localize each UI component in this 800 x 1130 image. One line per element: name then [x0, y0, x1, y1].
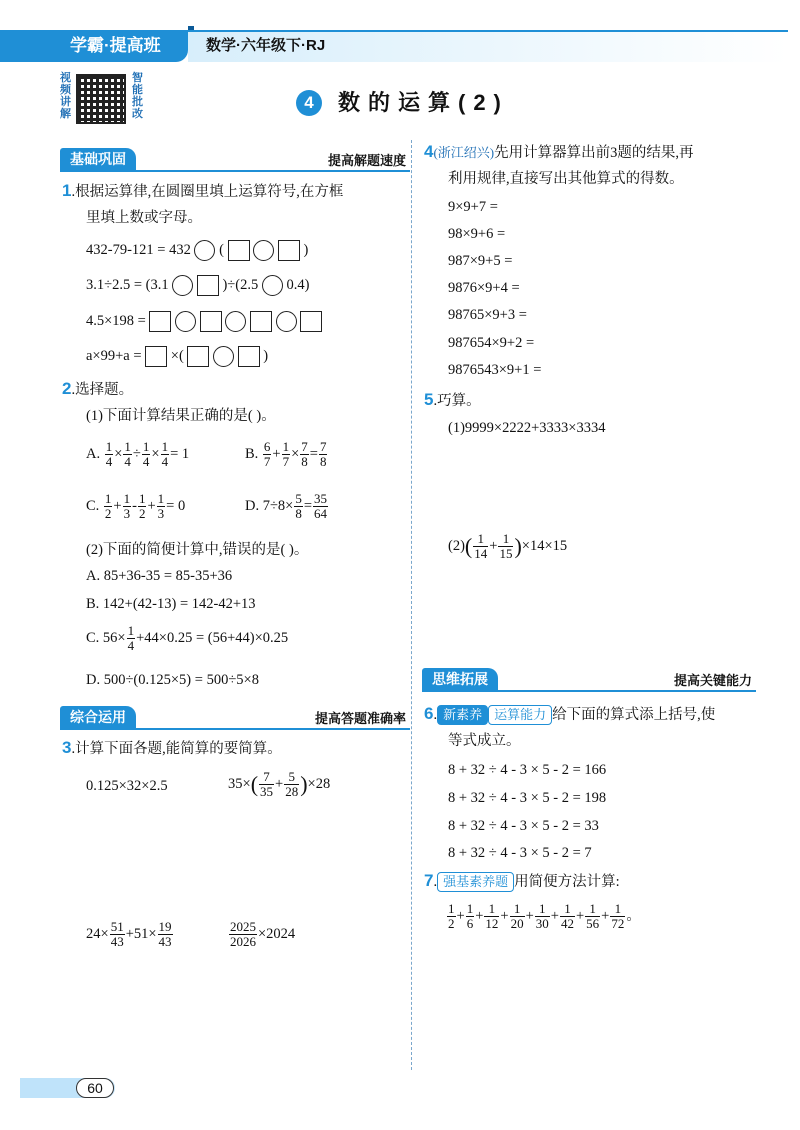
option-label: A. [86, 445, 101, 462]
fraction: $\frac{1}{3}$ [157, 491, 165, 521]
page-number: 60 [76, 1078, 114, 1098]
q1-line2: 里填上数或字母。 [86, 210, 202, 226]
q3-expr3: 24× $\frac{51}{43}$ +51× $\frac{19}{43}$ [86, 919, 172, 949]
q5-number: 5 [424, 390, 434, 409]
answer-circle[interactable] [225, 311, 246, 332]
page-title: 数的运算(2) [338, 90, 509, 115]
fraction: $\frac{1}{15}$ [499, 531, 513, 561]
answer-box[interactable] [238, 346, 260, 367]
section-thinking-goal: 提高关键能力 [673, 673, 752, 688]
q3-expr1: 0.125×32×2.5 [86, 778, 168, 794]
answer-box[interactable] [250, 311, 272, 332]
q6-text1: 给下面的算式添上括号,使 [552, 707, 716, 723]
q5-sub2: (2)( $\frac{1}{14}$ + $\frac{1}{15}$ )×14×15 [448, 531, 568, 561]
option-label: C. [86, 497, 100, 514]
q1-expr2-mid: )÷(2.5 [222, 277, 259, 293]
q4-eq: 98765×9+3 = [448, 307, 527, 323]
answer-box[interactable] [197, 275, 219, 296]
subject-text: 数学·六年级下·RJ [206, 37, 326, 54]
answer-box[interactable] [149, 311, 171, 332]
section-basic [60, 148, 410, 172]
fraction: $\frac{1}{56}$ [586, 901, 600, 931]
fraction: $\frac{1}{4}$ [124, 439, 131, 469]
q2-option-a[interactable]: A. $\frac{1}{4}$ × $\frac{1}{4}$ ÷ $\frac{1}{4}$ × $\frac{1}{4}$ = 1 [86, 439, 190, 469]
q6-line1: 6. 新素养 运算能力 给下面的算式添上括号,使 [424, 704, 716, 723]
fraction: $\frac{1}{14}$ [474, 531, 488, 561]
fraction: $\frac{1}{4}$ [142, 439, 150, 469]
q7-number: 7 [424, 871, 434, 890]
page-number-tab [20, 1078, 115, 1098]
answer-circle[interactable] [262, 275, 283, 296]
q1-expr4-mid: ×( [170, 348, 184, 364]
q1-expr2-left: 3.1÷2.5 = (3.1 [86, 277, 169, 293]
section-basic-tag: 基础巩固 [60, 148, 136, 170]
q2-s2-option-d[interactable]: D. 500÷(0.125×5) = 500÷5×8 [86, 672, 259, 688]
paren: ) [303, 242, 309, 258]
fraction: $\frac{1}{6}$ [466, 901, 474, 931]
fraction: $\frac{7}{8}$ [301, 439, 308, 469]
answer-circle[interactable] [213, 346, 234, 367]
fraction: $\frac{7}{35}$ [260, 769, 274, 799]
fraction: $\frac{1}{42}$ [560, 901, 574, 931]
q6-number: 6 [424, 704, 434, 723]
fraction: $\frac{1}{7}$ [282, 439, 290, 469]
option-label: D. 7÷8× [245, 497, 294, 514]
fraction: $\frac{1}{2}$ [104, 491, 112, 521]
q1-number: 1 [62, 181, 72, 200]
q2-sub1: (1)下面计算结果正确的是( )。 [86, 408, 276, 424]
q2-option-d[interactable]: D. 7÷8× $\frac{5}{8}$ = $\frac{35}{64}$ [245, 491, 328, 521]
q2-line [62, 379, 133, 400]
section-comprehensive-goal: 提高答题准确率 [314, 711, 406, 726]
q4-line1 [424, 142, 694, 163]
q1-expr4 [86, 346, 268, 367]
q4-text1: 先用计算器算出前3题的结果,再 [494, 145, 694, 161]
fraction: $\frac{35}{64}$ [314, 491, 328, 521]
fraction: $\frac{1}{2}$ [448, 901, 455, 931]
q3-number: 3 [62, 738, 72, 757]
paren: ( [219, 242, 224, 258]
q1-expr3-left: 4.5×198 = [86, 313, 146, 329]
q4-number: 4 [424, 142, 434, 161]
option-label: B. [245, 445, 259, 462]
q4-eq: 987×9+5 = [448, 253, 513, 269]
answer-circle[interactable] [172, 275, 193, 296]
badge-foundation: 强基素养题 [437, 872, 514, 892]
q2-sub2: (2)下面的简便计算中,错误的是( )。 [86, 542, 309, 558]
fraction: $\frac{1}{30}$ [535, 901, 549, 931]
fraction: $\frac{7}{8}$ [319, 439, 327, 469]
answer-box[interactable] [278, 240, 300, 261]
q4-eq: 9×9+7 = [448, 199, 498, 215]
paren: ) [263, 348, 269, 364]
brand-text: 学霸·提高班 [70, 36, 161, 55]
q3-expr2: 35×( $\frac{7}{35}$ + $\frac{5}{28}$ )×28 [228, 769, 331, 799]
q6-eq: 8 + 32 ÷ 4 - 3 × 5 - 2 = 198 [448, 790, 607, 806]
fraction: $\frac{1}{2}$ [138, 491, 146, 521]
q5-text: .巧算。 [433, 393, 481, 409]
column-divider [411, 140, 412, 1070]
lesson-number: 4 [296, 90, 322, 116]
answer-box[interactable] [187, 346, 209, 367]
fraction: $\frac{5}{28}$ [285, 769, 299, 799]
q4-eq: 98×9+6 = [448, 226, 506, 242]
q1-expr4-left: a×99+a = [86, 348, 142, 364]
q4-eq: 9876543×9+1 = [448, 362, 542, 378]
q4-eq: 9876×9+4 = [448, 280, 520, 296]
video-label: 视频讲解 [60, 72, 71, 120]
answer-circle[interactable] [253, 240, 274, 261]
q2-s2-option-b[interactable]: B. 142+(42-13) = 142-42+13 [86, 596, 256, 612]
section-comprehensive-tag: 综合运用 [60, 706, 136, 728]
q3-text: .计算下面各题,能简算的要简算。 [71, 741, 282, 757]
q1-expr1 [86, 240, 308, 261]
q6-eq: 8 + 32 ÷ 4 - 3 × 5 - 2 = 166 [448, 762, 607, 778]
qr-code-icon[interactable] [76, 74, 126, 124]
q1-expr1-left: 432-79-121 = 432 [86, 242, 191, 258]
q7-line: 7. 强基素养题 用简便方法计算: [424, 871, 620, 890]
answer-box[interactable] [228, 240, 250, 261]
q3-expr4: $\frac{2025}{2026}$ ×2024 [230, 919, 296, 949]
answer-box[interactable] [200, 311, 222, 332]
badge-new-literacy: 新素养 [437, 705, 488, 725]
badge-operation-ability: 运算能力 [488, 705, 552, 725]
q1-text1: .根据运算律,在圆圈里填上运算符号,在方框 [71, 184, 344, 200]
section-comprehensive [60, 706, 410, 730]
section-thinking [422, 668, 756, 692]
fraction: $\frac{1}{4}$ [161, 439, 169, 469]
q6-eq: 8 + 32 ÷ 4 - 3 × 5 - 2 = 7 [448, 845, 592, 861]
brand-banner [0, 30, 188, 62]
q5-line [424, 390, 481, 411]
fraction: $\frac{1}{3}$ [123, 491, 131, 521]
fraction: $\frac{5}{8}$ [295, 491, 302, 521]
subject-bar [188, 30, 788, 62]
q2-option-c[interactable]: C. $\frac{1}{2}$ + $\frac{1}{3}$ - $\frac{1}{2}$ + $\frac{1}{3}$ = 0 [86, 491, 186, 521]
q2-s2-option-c[interactable] [86, 624, 288, 653]
fraction: $\frac{1}{20}$ [510, 901, 524, 931]
q4-line2: 利用规律,直接写出其他算式的得数。 [448, 171, 684, 187]
q1-line1 [62, 181, 343, 202]
q2-text: .选择题。 [71, 382, 134, 398]
fraction: $\frac{1}{4}$ [105, 439, 113, 469]
option-text: +44×0.25 = (56+44)×0.25 [136, 629, 289, 646]
section-basic-goal: 提高解题速度 [327, 153, 406, 168]
fraction: $\frac{1}{72}$ [611, 901, 625, 931]
q5-sub1: (1)9999×2222+3333×3334 [448, 420, 606, 436]
q2-s2-option-a[interactable]: A. 85+36-35 = 85-35+36 [86, 568, 233, 584]
fraction: $\frac{19}{43}$ [158, 919, 172, 949]
answer-box[interactable] [145, 346, 167, 367]
option-text: C. 56× [86, 629, 126, 646]
fraction: $\frac{51}{43}$ [110, 919, 124, 949]
q3-line [62, 738, 282, 759]
q2-option-b[interactable]: B. $\frac{6}{7}$ + $\frac{1}{7}$ × $\frac{7}{8}$ = $\frac{7}{8}$ [245, 439, 327, 469]
grading-label: 智能批改 [132, 72, 143, 120]
q1-expr2 [86, 275, 309, 296]
q4-eq: 987654×9+2 = [448, 335, 535, 351]
q7-text: 用简便方法计算: [514, 874, 620, 890]
q1-expr3 [86, 311, 322, 332]
q7-expr: $\frac{1}{2}$ + $\frac{1}{6}$ + $\frac{1}{12}$ + $\frac{1}{20}$ + $\frac{1}{30}$ + $\frac{1}{42}$ + $\frac{1}{56}$ + $\frac{1}{72}$ 。 [448, 901, 641, 931]
q6-line2: 等式成立。 [448, 733, 521, 749]
fraction: $\frac{6}{7}$ [263, 439, 271, 469]
answer-box[interactable] [300, 311, 322, 332]
answer-circle[interactable] [276, 311, 297, 332]
fraction: $\frac{2025}{2026}$ [230, 919, 256, 949]
fraction: $\frac{1}{4}$ [127, 623, 135, 653]
q4-source: (浙江绍兴) [433, 145, 495, 160]
answer-circle[interactable] [194, 240, 215, 261]
section-thinking-tag: 思维拓展 [422, 668, 498, 690]
q1-expr2-right: 0.4) [286, 277, 310, 293]
fraction: $\frac{1}{12}$ [485, 901, 499, 931]
q6-eq: 8 + 32 ÷ 4 - 3 × 5 - 2 = 33 [448, 818, 599, 834]
q2-number: 2 [62, 379, 72, 398]
answer-circle[interactable] [175, 311, 196, 332]
